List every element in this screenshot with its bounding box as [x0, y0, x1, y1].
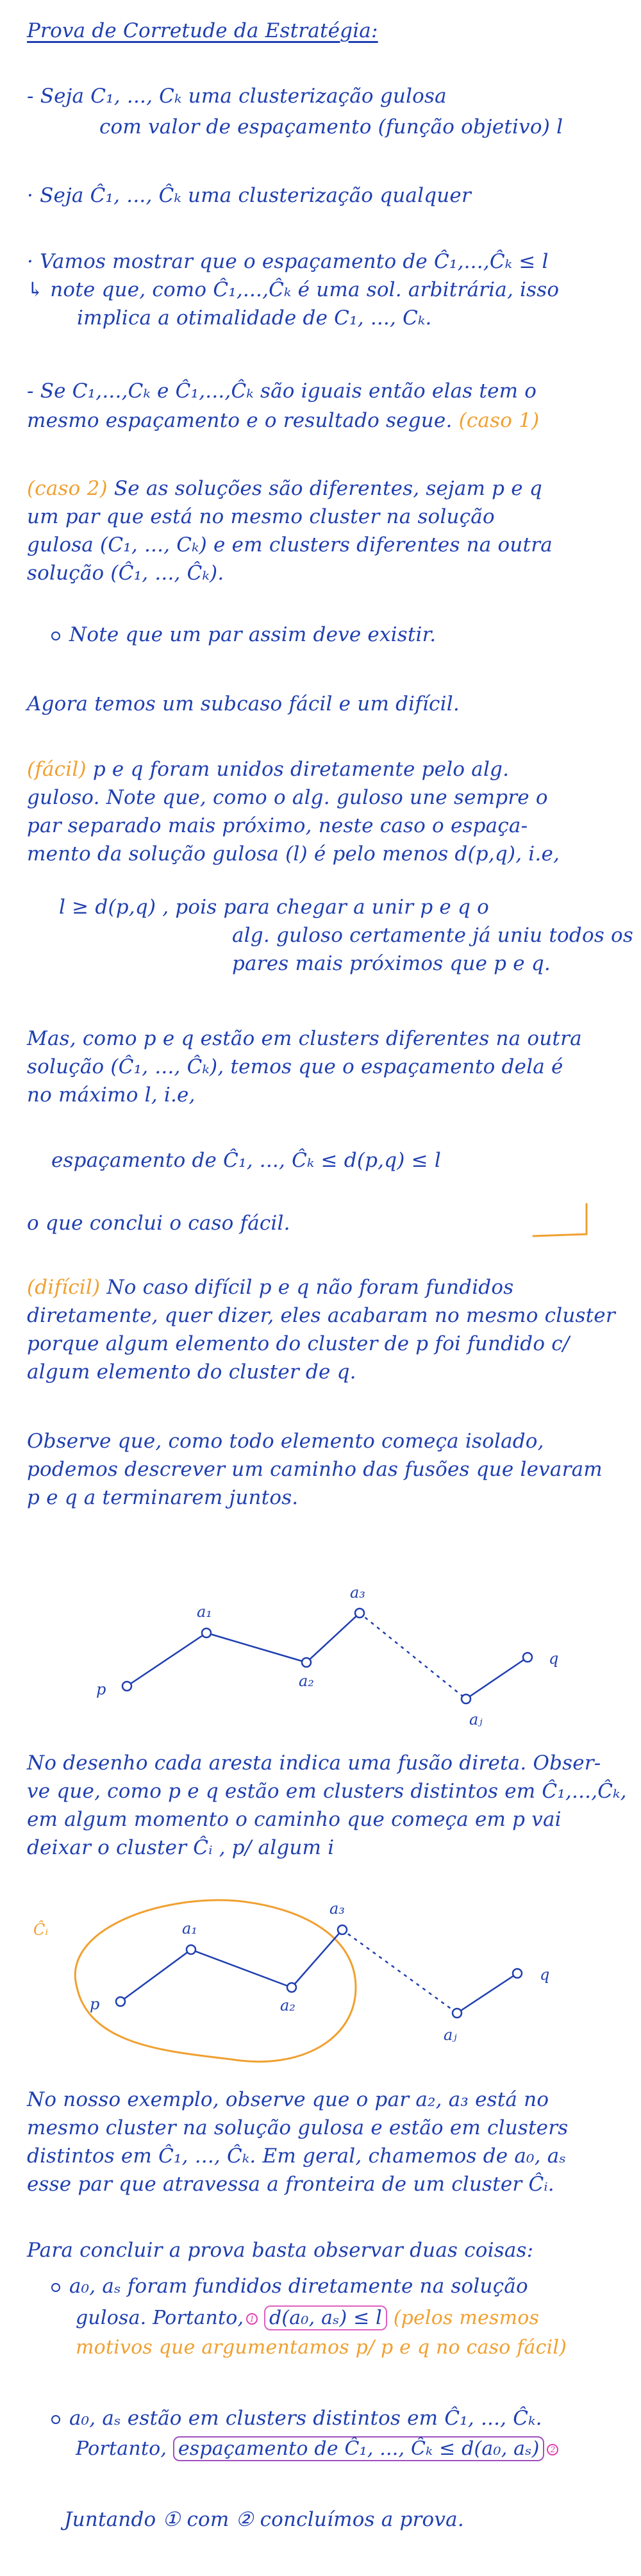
case-label: (caso 1) [458, 409, 540, 432]
text-line-group [76, 2436, 558, 2462]
text-line: l ≥ d(p,q) , pois para chegar a unir p e q o [59, 896, 489, 919]
text-line: um par que está no mesmo cluster na solução [27, 505, 495, 528]
text-line-group [27, 476, 542, 501]
bullet-icon [51, 2283, 60, 2292]
text-line-group [51, 2405, 542, 2431]
text-line: - Seja C₁, ..., Cₖ uma clusterização gulosa [27, 85, 447, 108]
text-line: ve que, como p e q estão em clusters distintos em Ĉ₁,...,Ĉₖ, [27, 1780, 627, 1803]
text-line: ↳ note que, como Ĉ₁,...,Ĉₖ é uma sol. arbitrária, isso [27, 278, 560, 301]
node-label: q [549, 1650, 559, 1668]
node-label: a₃ [350, 1584, 365, 1602]
text-line-group [51, 622, 436, 648]
text-line: mesmo cluster na solução gulosa e estão em clusters [27, 2116, 569, 2139]
text-line: Note que um par assim deve existir. [69, 623, 437, 646]
margin-corner-mark [0, 1199, 641, 1250]
node-q [523, 1653, 532, 1662]
text-line: porque algum elemento do cluster de p foi fundido c/ [27, 1332, 570, 1355]
node-label: aⱼ [469, 1710, 483, 1728]
boxed-inequality: d(a₀, aₛ) ≤ l [264, 2305, 387, 2330]
text-line: em algum momento o caminho que começa em p vai [27, 1808, 562, 1831]
marker-one-icon: 1 [246, 2313, 258, 2325]
text-line: Mas, como p e q estão em clusters diferentes na outra [27, 1027, 582, 1050]
fusion-path-diagram [0, 1564, 641, 1737]
text-line: par separado mais próximo, neste caso o espaça- [27, 814, 528, 837]
text-line: espaçamento de Ĉ₁, ..., Ĉₖ ≤ d(p,q) ≤ l [51, 1149, 441, 1172]
cluster-label: Ĉᵢ [33, 1921, 49, 1939]
node-a3 [355, 1609, 364, 1618]
text-line: com valor de espaçamento (função objetivo) l [99, 115, 563, 138]
text-line: esse par que atravessa a fronteira de um cluster Ĉᵢ. [27, 2173, 554, 2196]
node-label: q [540, 1966, 550, 1984]
text-line: guloso. Note que, como o alg. guloso une sempre o [27, 786, 548, 809]
text-line-group [27, 757, 509, 782]
text-line: (pelos mesmos [393, 2307, 540, 2329]
text-line: No nosso exemplo, observe que o par a₂, a₃ está no [27, 2088, 549, 2111]
text-line: Se as soluções são diferentes, sejam p e q [113, 477, 542, 500]
text-line: o que conclui o caso fácil. [27, 1212, 290, 1235]
page-title: Prova de Corretude da Estratégia: [27, 19, 378, 42]
node-label: a₂ [280, 1996, 296, 2014]
text-line: mesmo espaçamento e o resultado segue. [27, 409, 453, 432]
bullet-icon [51, 631, 60, 640]
cluster-boundary-diagram [0, 1878, 641, 2071]
text-line: algum elemento do cluster de q. [27, 1360, 356, 1384]
boxed-inequality: espaçamento de Ĉ₁, ..., Ĉₖ ≤ d(a₀, aₛ) [173, 2436, 545, 2461]
text-line: solução (Ĉ₁, ..., Ĉₖ). [27, 562, 224, 585]
text-line: gulosa. Portanto, [76, 2307, 244, 2329]
text-line: mento da solução gulosa (l) é pelo menos d(p,q), i.e, [27, 842, 560, 866]
text-line: Agora temos um subcaso fácil e um difícil. [27, 692, 460, 715]
text-line-group [27, 1275, 513, 1300]
text-line: diretamente, quer dizer, eles acabaram no mesmo cluster [27, 1304, 615, 1327]
text-line: a₀, aₛ foram fundidos diretamente na solução [69, 2275, 528, 2298]
text-line-group [27, 408, 539, 433]
text-line: no máximo l, i.e, [27, 1083, 196, 1107]
text-line: · Seja Ĉ₁, ..., Ĉₖ uma clusterização qualquer [27, 184, 471, 207]
text-line: distintos em Ĉ₁, ..., Ĉₖ. Em geral, chamemos de a₀, aₛ [27, 2145, 567, 2168]
text-line: Portanto, [76, 2438, 167, 2460]
text-line: pares mais próximos que p e q. [232, 952, 551, 975]
node-p [122, 1682, 131, 1691]
node-label: aⱼ [444, 2026, 457, 2044]
text-line-group [76, 2305, 539, 2331]
bullet-icon [51, 2415, 60, 2424]
node-label: a₁ [182, 1919, 197, 1937]
text-line: podemos descrever um caminho das fusões que levaram [27, 1458, 603, 1481]
node-a1 [202, 1628, 211, 1637]
text-line: gulosa (C₁, ..., Cₖ) e em clusters diferentes na outra [27, 533, 553, 556]
node-label: p [90, 1995, 100, 2013]
text-line: Para concluir a prova basta observar duas coisas: [27, 2239, 534, 2262]
node-label: a₁ [197, 1603, 212, 1621]
text-line: implica a otimalidade de C₁, ..., Cₖ. [77, 306, 432, 330]
node-label: a₃ [329, 1900, 345, 1918]
case-label: (caso 2) [27, 477, 108, 500]
text-line: No caso difícil p e q não foram fundidos [106, 1276, 514, 1299]
case-label: (fácil) [27, 758, 87, 781]
text-line: motivos que argumentamos p/ p e q no caso fácil) [76, 2336, 567, 2359]
node-aj [462, 1694, 470, 1703]
text-line: Juntando ① com ② concluímos a prova. [64, 2508, 464, 2531]
text-line: · Vamos mostrar que o espaçamento de Ĉ₁,...,Ĉₖ ≤ l [27, 250, 549, 273]
text-line-group [51, 2273, 528, 2299]
text-line: solução (Ĉ₁, ..., Ĉₖ), temos que o espaçamento dela é [27, 1055, 563, 1078]
marker-two-icon: 2 [547, 2444, 558, 2455]
text-line: p e q foram unidos diretamente pelo alg. [92, 758, 510, 781]
text-line: - Se C₁,...,Cₖ e Ĉ₁,...,Ĉₖ são iguais então elas tem o [27, 380, 537, 403]
case-label: (difícil) [27, 1276, 101, 1299]
text-line: a₀, aₛ estão em clusters distintos em Ĉ₁, ..., Ĉₖ. [69, 2407, 542, 2430]
node-label: a₂ [299, 1672, 314, 1690]
node-a2 [302, 1658, 311, 1667]
node-label: p [96, 1680, 106, 1698]
text-line: alg. guloso certamente já uniu todos os [232, 924, 633, 947]
text-line: deixar o cluster Ĉᵢ , p/ algum i [27, 1836, 335, 1859]
text-line: Observe que, como todo elemento começa isolado, [27, 1430, 544, 1453]
text-line: p e q a terminarem juntos. [27, 1486, 299, 1509]
text-line: No desenho cada aresta indica uma fusão direta. Obser- [27, 1752, 601, 1775]
cluster-outline [75, 1900, 356, 2062]
